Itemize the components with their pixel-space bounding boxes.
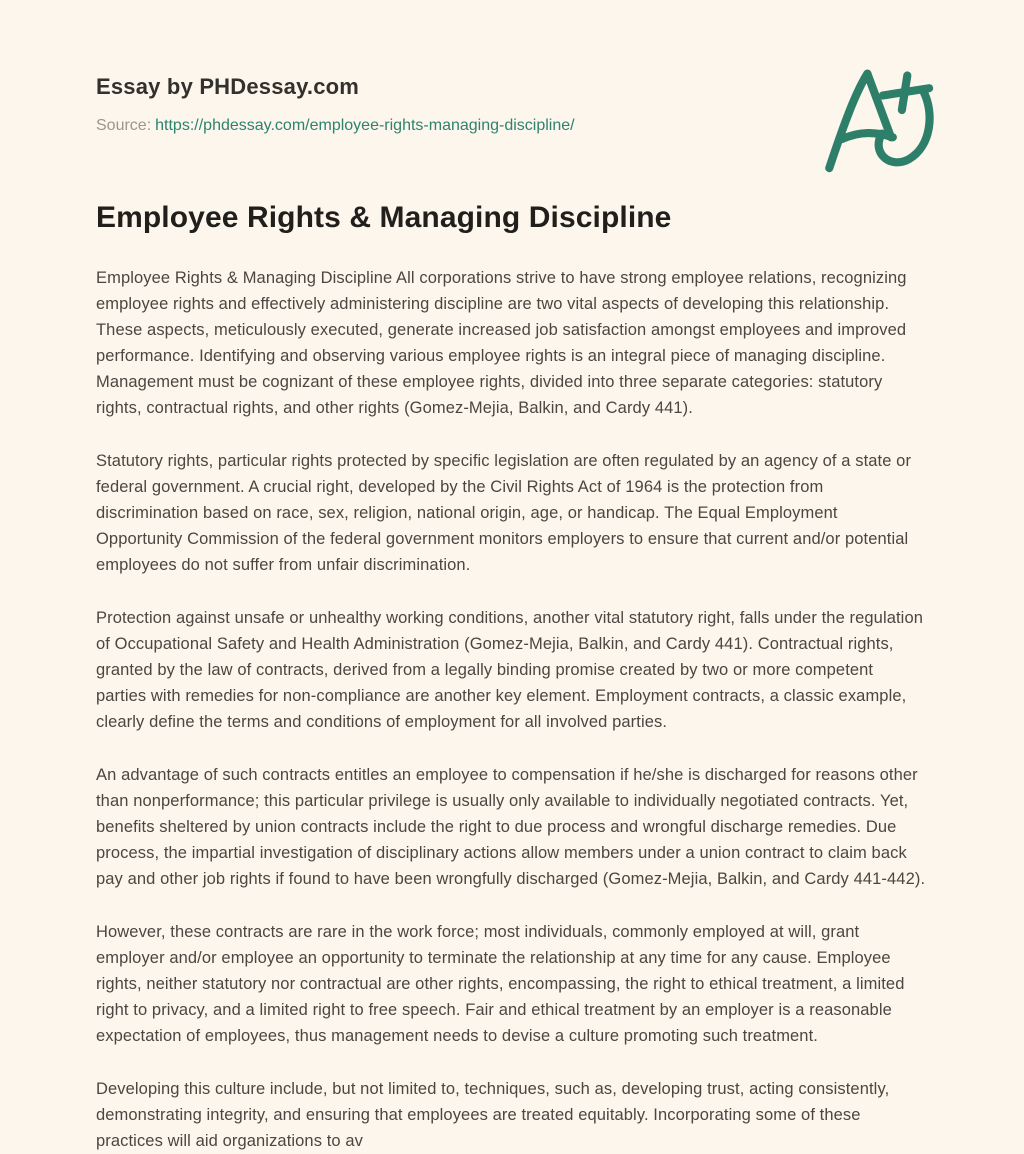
essay-paragraph: An advantage of such contracts entitles an employee to compensation if he/she is discharged for reasons other than nonperformance; this particular privilege is usually only available to individually negotiated contracts. Yet, benefits sheltered by union contracts include the right to due process and wrongful discharge remedies. Due process, the impartial investigation of disciplinary actions allow members under a union contract to claim back pay and other job rights if found to have been wrongfully discharged (Gomez-Mejia, Balkin, and Cardy 441-442).	[96, 766, 926, 888]
essay-paragraph: However, these contracts are rare in the work force; most individuals, commonly employed at will, grant employer and/or employee an opportunity to terminate the relationship at any time for any cause. Employee rights, neither statutory nor contractual are other rights, encompassing, the right to ethical treatment, a limited right to privacy, and a limited right to free speech. Fair and ethical treatment by an employer is a reasonable expectation of employees, thus management needs to devise a culture promoting such treatment.	[96, 923, 905, 1045]
a-plus-logo-icon	[822, 64, 940, 176]
brand-heading: Essay by PHDessay.com	[96, 74, 360, 99]
essay-body	[96, 265, 928, 1154]
source-link[interactable]: https://phdessay.com/employee-rights-managing-discipline/	[155, 117, 575, 134]
page-title: Employee Rights & Managing Discipline	[96, 201, 672, 234]
essay-paragraph: Developing this culture include, but not limited to, techniques, such as, developing trust, acting consistently, demonstrating integrity, and ensuring that employees are treated equitably. Incorporating some of these practices will aid organizations to av	[96, 1080, 890, 1150]
essay-paragraph: Statutory rights, particular rights protected by specific legislation are often regulated by an agency of a state or federal government. A crucial right, developed by the Civil Rights Act of 1964 is the protection from discrimination based on race, sex, religion, national origin, age, or handicap. The Equal Employment Opportunity Commission of the federal government monitors employers to ensure that current and/or potential employees do not suffer from unfair discrimination.	[96, 452, 912, 574]
essay-paragraph: Employee Rights & Managing Discipline All corporations strive to have strong employee relations, recognizing employee rights and effectively administering discipline are two vital aspects of developing this relationship. These aspects, meticulously executed, generate increased job satisfaction amongst employees and improved performance. Identifying and observing various employee rights is an integral piece of managing discipline. Management must be cognizant of these employee rights, divided into three separate categories: statutory rights, contractual rights, and other rights (Gomez-Mejia, Balkin, and Cardy 441).	[96, 269, 907, 417]
source-row	[96, 117, 928, 135]
essay-paragraph: Protection against unsafe or unhealthy working conditions, another vital statutory right, falls under the regulation of Occupational Safety and Health Administration (Gomez-Mejia, Balkin, and Cardy 441). Contractual rights, granted by the law of contracts, derived from a legally binding promise created by two or more competent parties with remedies for non-compliance are another key element. Employment contracts, a classic example, clearly define the terms and conditions of employment for all involved parties.	[96, 609, 923, 731]
source-label: Source:	[96, 117, 152, 134]
